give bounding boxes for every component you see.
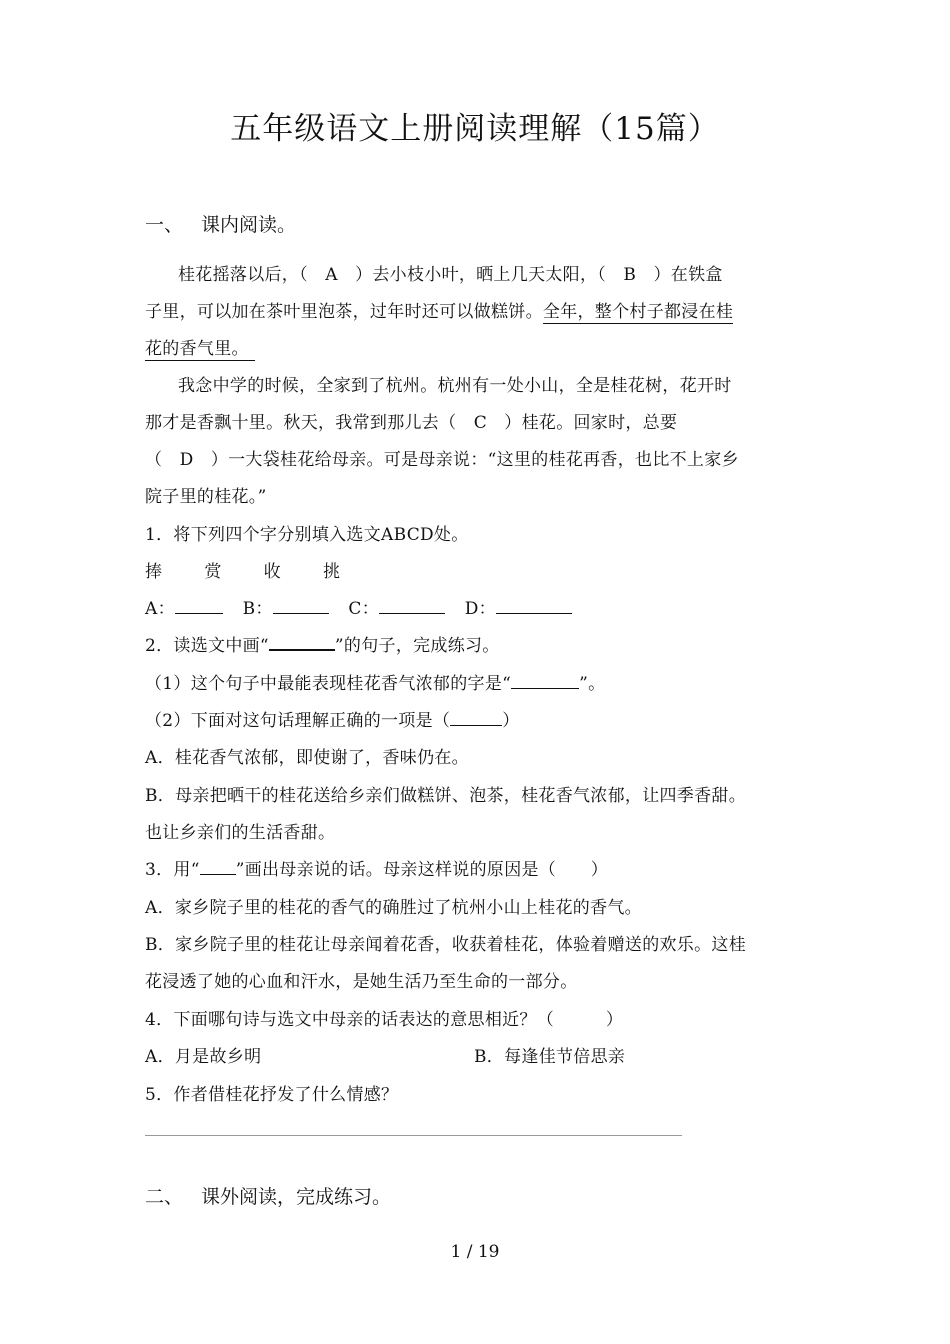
option-a: A．月是故乡明: [145, 1047, 262, 1067]
fill-label-a: A：: [145, 599, 175, 619]
sub2-text-end: ）: [502, 711, 520, 731]
answer-line[interactable]: [145, 1135, 682, 1136]
option-a: A．桂花香气浓郁，即使谢了，香味仍在。: [145, 748, 469, 768]
word-choice: 收: [263, 562, 281, 582]
option-b-cont: 也让乡亲们的生活香甜。: [145, 823, 336, 843]
question-2-sub2: [145, 706, 520, 731]
question-3-text-end: ”画出母亲说的话。母亲这样说的原因是（ ）: [235, 860, 609, 880]
blank-c[interactable]: [379, 599, 445, 614]
blank-b[interactable]: [273, 599, 329, 614]
underline-marker: [269, 635, 335, 651]
page-number: 1 / 19: [450, 1242, 500, 1262]
option-b: B．每逢佳节倍思亲: [474, 1047, 626, 1067]
word-choice: 赏: [204, 562, 222, 582]
section-1-label: 课内阅读。: [201, 214, 297, 236]
word-choice: 挑: [322, 562, 341, 582]
passage-line: [145, 297, 733, 322]
sub1-blank[interactable]: [511, 674, 579, 689]
fill-blanks-row: [145, 594, 572, 619]
passage-line: 院子里的桂花。”: [145, 487, 267, 507]
question-4: 4．下面哪句诗与选文中母亲的话表达的意思相近？（ ）: [145, 1010, 624, 1030]
word-choice: 捧: [145, 562, 163, 582]
question-2-text-end: ”的句子，完成练习。: [334, 636, 500, 656]
section-1-number: 一、: [145, 214, 184, 236]
section-2-number: 二、: [145, 1186, 184, 1208]
question-2-text: 2．读选文中画“: [145, 636, 269, 656]
sub2-text: （2）下面对这句话理解正确的一项是（: [145, 711, 451, 731]
question-2: [145, 631, 500, 656]
question-3-text: 3．用“: [145, 860, 200, 880]
sub1-text-end: ”。: [579, 674, 606, 694]
section-2-heading: [145, 1182, 391, 1209]
passage-line: （ D ）一大袋桂花给母亲。可是母亲说：“这里的桂花再香，也比不上家乡: [145, 450, 739, 470]
blank-a[interactable]: [175, 599, 223, 614]
question-5: 5．作者借桂花抒发了什么情感？: [145, 1085, 399, 1105]
document-title: 五年级语文上册阅读理解（15篇）: [230, 111, 720, 147]
question-3: [145, 855, 608, 880]
passage-line: 我念中学的时候，全家到了杭州。杭州有一处小山，全是桂花树，花开时: [178, 376, 732, 396]
blank-d[interactable]: [496, 599, 572, 614]
passage-text: 子里，可以加在茶叶里泡茶，过年时还可以做糕饼。: [145, 302, 543, 322]
option-b-cont: 花浸透了她的心血和汗水，是她生活乃至生命的一部分。: [145, 972, 578, 992]
fill-label-c: C：: [348, 599, 380, 619]
fill-label-d: D：: [464, 599, 496, 619]
passage-line: [145, 334, 255, 359]
question-1: 1．将下列四个字分别填入选文ABCD处。: [145, 525, 469, 545]
underlined-sentence: 全年，整个村子都浸在桂: [542, 302, 734, 322]
option-a: A．家乡院子里的桂花的香气的确胜过了杭州小山上桂花的香气。: [145, 898, 642, 918]
passage-line: 那才是香飘十里。秋天，我常到那儿去（ C ）桂花。回家时，总要: [145, 413, 678, 433]
sub1-text: （1）这个句子中最能表现桂花香气浓郁的字是“: [145, 674, 512, 694]
option-b: B．家乡院子里的桂花让母亲闻着花香，收获着桂花，体验着赠送的欢乐。这桂: [145, 935, 746, 955]
question-2-sub1: [145, 669, 605, 694]
section-2-label: 课外阅读，完成练习。: [201, 1186, 392, 1208]
fill-label-b: B：: [242, 599, 273, 619]
underlined-sentence-end: 花的香气里。: [145, 339, 249, 359]
wavy-line-marker: [200, 860, 236, 875]
word-choices: [145, 557, 382, 582]
option-b: B．母亲把晒干的桂花送给乡亲们做糕饼、泡茶，桂花香气浓郁，让四季香甜。: [145, 786, 746, 806]
sub2-blank[interactable]: [450, 711, 502, 726]
passage-line: 桂花摇落以后，（ A ）去小枝小叶，晒上几天太阳，（ B ）在铁盒: [178, 265, 723, 285]
section-1-heading: [145, 210, 296, 237]
